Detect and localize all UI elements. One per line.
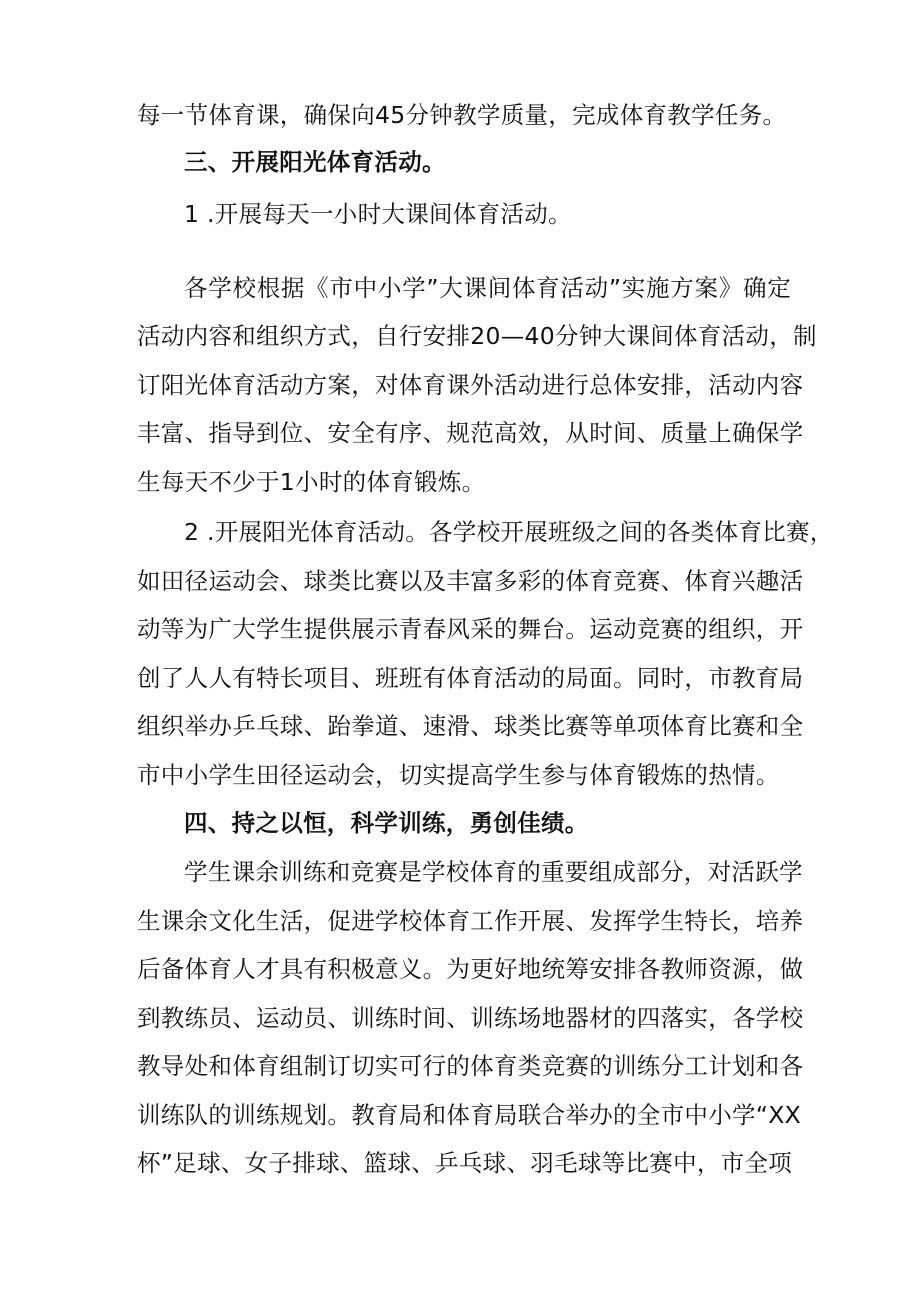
paragraph-line: 生每天不少于1小时的体育锻炼。 [137,468,486,496]
paragraph-line: 生课余文化生活，促进学校体育工作开展、发挥学生特长，培养 [137,907,804,935]
paragraph-line: 市中小学生田径运动会，切实提高学生参与体育锻炼的热情。 [137,761,780,789]
paragraph-line: 各学校根据《市中小学”大课间体育活动”实施方案》确定 [184,274,791,302]
paragraph-line: 杯”足球、女子排球、篮球、乒乓球、羽毛球等比赛中，市全项 [137,1149,793,1177]
paragraph-line: 后备体育人才具有积极意义。为更好地统筹安排各教师资源，做 [137,955,804,983]
paragraph-line: 创了人人有特长项目、班班有体育活动的局面。同时，市教育局 [137,664,804,692]
paragraph-line: 动等为广大学生提供展示青春风采的舞台。运动竞赛的组织，开 [137,615,804,643]
paragraph-line: 教导处和体育组制订切实可行的体育类竞赛的训练分工计划和各 [137,1052,804,1080]
paragraph-line: 学生课余训练和竞赛是学校体育的重要组成部分，对活跃学 [184,858,803,886]
paragraph-line: 如田径运动会、球类比赛以及丰富多彩的体育竞赛、体育兴趣活 [137,567,804,595]
paragraph-line: 每一节体育课，确保向45分钟教学质量，完成体育教学任务。 [137,101,787,129]
paragraph-line: 订阳光体育活动方案，对体育课外活动进行总体安排，活动内容 [137,371,804,399]
paragraph-line: 2 .开展阳光体育活动。各学校开展班级之间的各类体育比赛， [184,518,834,546]
paragraph-line: 训练队的训练规划。教育局和体育局联合举办的全市中小学“XX [137,1101,802,1129]
section-heading: 三、开展阳光体育活动。 [184,148,446,176]
paragraph-line: 活动内容和组织方式，自行安排20—40分钟大课间体育活动，制 [137,322,817,350]
paragraph-line: 到教练员、运动员、训练时间、训练场地器材的四落实，各学校 [137,1004,804,1032]
paragraph-line: 组织举办乒乓球、跆拳道、速滑、球类比赛等单项体育比赛和全 [137,712,804,740]
section-heading: 四、持之以恒，科学训练，勇创佳绩。 [184,809,589,837]
subheading-line: 1 .开展每天一小时大课间体育活动。 [184,200,572,228]
paragraph-line: 丰富、指导到位、安全有序、规范高效，从时间、质量上确保学 [137,419,804,447]
